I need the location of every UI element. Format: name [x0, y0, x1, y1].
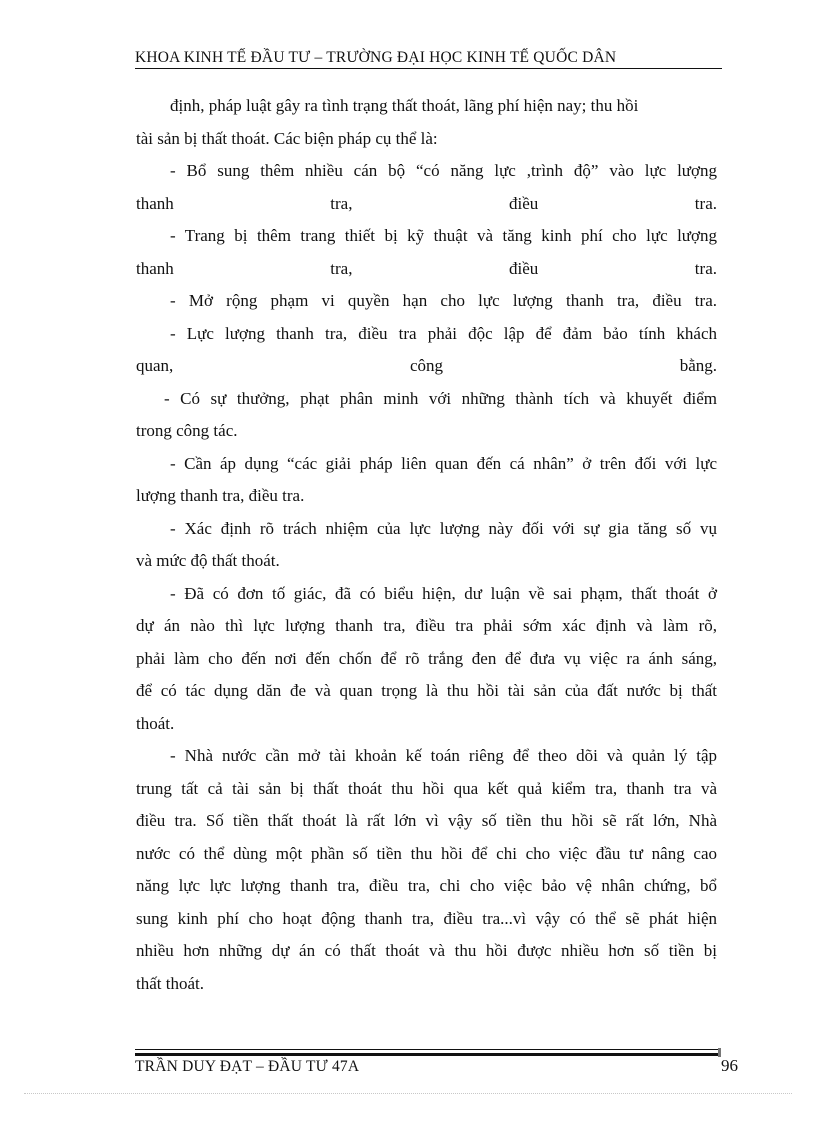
page-number: 96 [721, 1056, 738, 1075]
paragraph [136, 740, 717, 1000]
footer-author: TRẦN DUY ĐẠT – ĐẦU TƯ 47A [135, 1058, 360, 1075]
text-line: - Đã có đơn tố giác, đã có biểu hiện, dư luận về sai phạm, thất thoát ở [170, 583, 717, 603]
text-line: dự án nào thì lực lượng thanh tra, điều tra phải sớm xác định và làm rõ, [136, 616, 717, 635]
text-line: và mức độ thất thoát. [136, 551, 280, 570]
text-line: nhiều hơn những dự án có thất thoát và thu hồi được nhiều hơn số tiền bị [136, 941, 717, 960]
text-line: - Mở rộng phạm vi quyền hạn cho lực lượng thanh tra, điều tra. [170, 291, 717, 310]
paragraph [136, 90, 717, 155]
page-edge-divider [24, 1093, 792, 1094]
text-line: định, pháp luật gây ra tình trạng thất thoát, lãng phí hiện nay; thu hồi [170, 96, 639, 115]
footer-rule-thick [135, 1053, 718, 1056]
paragraph [136, 155, 717, 220]
text-line: - Có sự thưởng, phạt phân minh với những thành tích và khuyết điểm [164, 388, 717, 408]
paragraph [136, 285, 717, 318]
paragraph [136, 513, 717, 578]
text-line: tài sản bị thất thoát. Các biện pháp cụ thể là: [136, 128, 438, 148]
text-line: nước có thể dùng một phần số tiền thu hồi để chi cho việc đầu tư nâng cao [136, 843, 717, 863]
text-line: - Trang bị thêm trang thiết bị kỹ thuật và tăng kinh phí cho lực lượng [170, 226, 717, 245]
text-line: - Cần áp dụng “các giải pháp liên quan đến cá nhân” ở trên đối với lực [170, 453, 717, 473]
text-line: năng lực lực lượng thanh tra, điều tra, chi cho việc bảo vệ nhân chứng, bổ [136, 876, 717, 895]
text-line: thanh tra, điều tra. [136, 258, 717, 278]
text-line: - Lực lượng thanh tra, điều tra phải độc lập để đảm bảo tính khách [170, 323, 717, 343]
text-line: trung tất cả tài sản bị thất thoát thu hồi qua kết quả kiểm tra, thanh tra và [136, 778, 717, 798]
text-line: quan, công bằng. [136, 356, 717, 375]
text-line: thoát. [136, 713, 175, 733]
paragraph [136, 220, 717, 285]
page-header-title: KHOA KINH TẾ ĐẦU TƯ – TRƯỜNG ĐẠI HỌC KINH TẾ QUỐC DÂN [135, 49, 617, 66]
paragraph [136, 318, 717, 383]
text-line: lượng thanh tra, điều tra. [136, 486, 305, 505]
text-line: thất thoát. [136, 973, 204, 993]
text-line: để có tác dụng dăn đe và quan trọng là thu hồi tài sản của đất nước bị thất [136, 681, 717, 700]
text-line: - Nhà nước cần mở tài khoản kế toán riêng để theo dõi và quản lý tập [170, 746, 717, 765]
page-body [136, 90, 717, 1000]
text-line: sung kinh phí cho hoạt động thanh tra, điều tra...vì vậy có thể sẽ phát hiện [136, 908, 717, 928]
text-line: thanh tra, điều tra. [136, 193, 717, 213]
text-line: - Xác định rõ trách nhiệm của lực lượng này đối với sự gia tăng số vụ [170, 518, 717, 538]
paragraph [136, 448, 717, 513]
footer-rule [135, 1049, 718, 1050]
text-line: điều tra. Số tiền thất thoát là rất lớn vì vậy số tiền thu hồi sẽ rất lớn, Nhà [136, 811, 717, 830]
text-line: phải làm cho đến nơi đến chốn để rõ trắng đen để đưa vụ việc ra ánh sáng, [136, 648, 717, 668]
text-line: - Bổ sung thêm nhiều cán bộ “có năng lực ,trình độ” vào lực lượng [170, 161, 717, 180]
paragraph [136, 383, 717, 448]
text-line: trong công tác. [136, 421, 238, 440]
paragraph [136, 578, 717, 741]
header-rule [135, 68, 722, 69]
